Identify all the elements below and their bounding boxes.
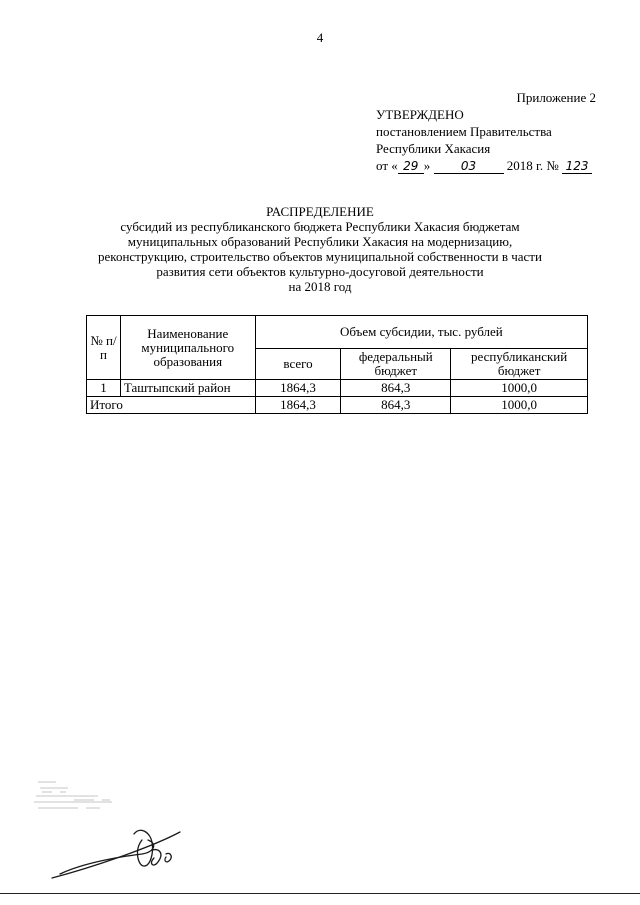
- title-line: реконструкцию, строительство объектов муниципальной собственности в части: [98, 249, 542, 264]
- row-number: 1: [87, 380, 121, 397]
- table-row: [87, 380, 588, 397]
- header-total: всего: [255, 349, 341, 380]
- total-republic: 1000,0: [451, 397, 588, 414]
- table-total-row: [87, 397, 588, 414]
- date-month: 03: [434, 160, 504, 174]
- total-label: Итого: [87, 397, 256, 414]
- page-bottom-edge: [0, 893, 640, 894]
- signature-icon: [30, 770, 220, 880]
- title-line: субсидий из республиканского бюджета Республики Хакасия бюджетам: [120, 219, 520, 234]
- header-number: № п/п: [87, 316, 121, 380]
- approved-by-line-2: Республики Хакасия: [376, 141, 491, 156]
- page-number: 4: [316, 30, 324, 45]
- header-volume: Объем субсидии, тыс. рублей: [255, 316, 587, 349]
- approved-label: УТВЕРЖДЕНО: [376, 107, 464, 122]
- approval-date-line: [376, 157, 596, 174]
- header-federal: федеральный бюджет: [341, 349, 451, 380]
- appendix-label: Приложение 2: [516, 90, 596, 105]
- faded-stamp-marks: [34, 782, 112, 808]
- total-federal: 864,3: [341, 397, 451, 414]
- date-year: 2018 г. №: [506, 158, 559, 173]
- approval-block: [376, 89, 596, 174]
- header-municipality: Наименование муниципального образования: [120, 316, 255, 380]
- date-mid: »: [423, 158, 431, 173]
- date-prefix: от «: [376, 158, 398, 173]
- row-federal: 864,3: [341, 380, 451, 397]
- document-title: [60, 204, 580, 294]
- approved-by-line-1: постановлением Правительства: [376, 124, 552, 139]
- total-total: 1864,3: [255, 397, 341, 414]
- header-republic: республиканский бюджет: [451, 349, 588, 380]
- table-header-row: [87, 316, 588, 349]
- document-number: 123: [562, 160, 592, 174]
- date-day: 29: [398, 160, 424, 174]
- handwritten-signature: [30, 770, 220, 885]
- title-line: на 2018 год: [288, 279, 352, 294]
- row-municipality: Таштыпский район: [120, 380, 255, 397]
- title-heading: РАСПРЕДЕЛЕНИЕ: [266, 204, 374, 219]
- title-line: муниципальных образований Республики Хакасия на модернизацию,: [127, 234, 513, 249]
- title-line: развития сети объектов культурно-досуговой деятельности: [156, 264, 484, 279]
- subsidy-distribution-table: [86, 315, 588, 414]
- row-republic: 1000,0: [451, 380, 588, 397]
- row-total: 1864,3: [255, 380, 341, 397]
